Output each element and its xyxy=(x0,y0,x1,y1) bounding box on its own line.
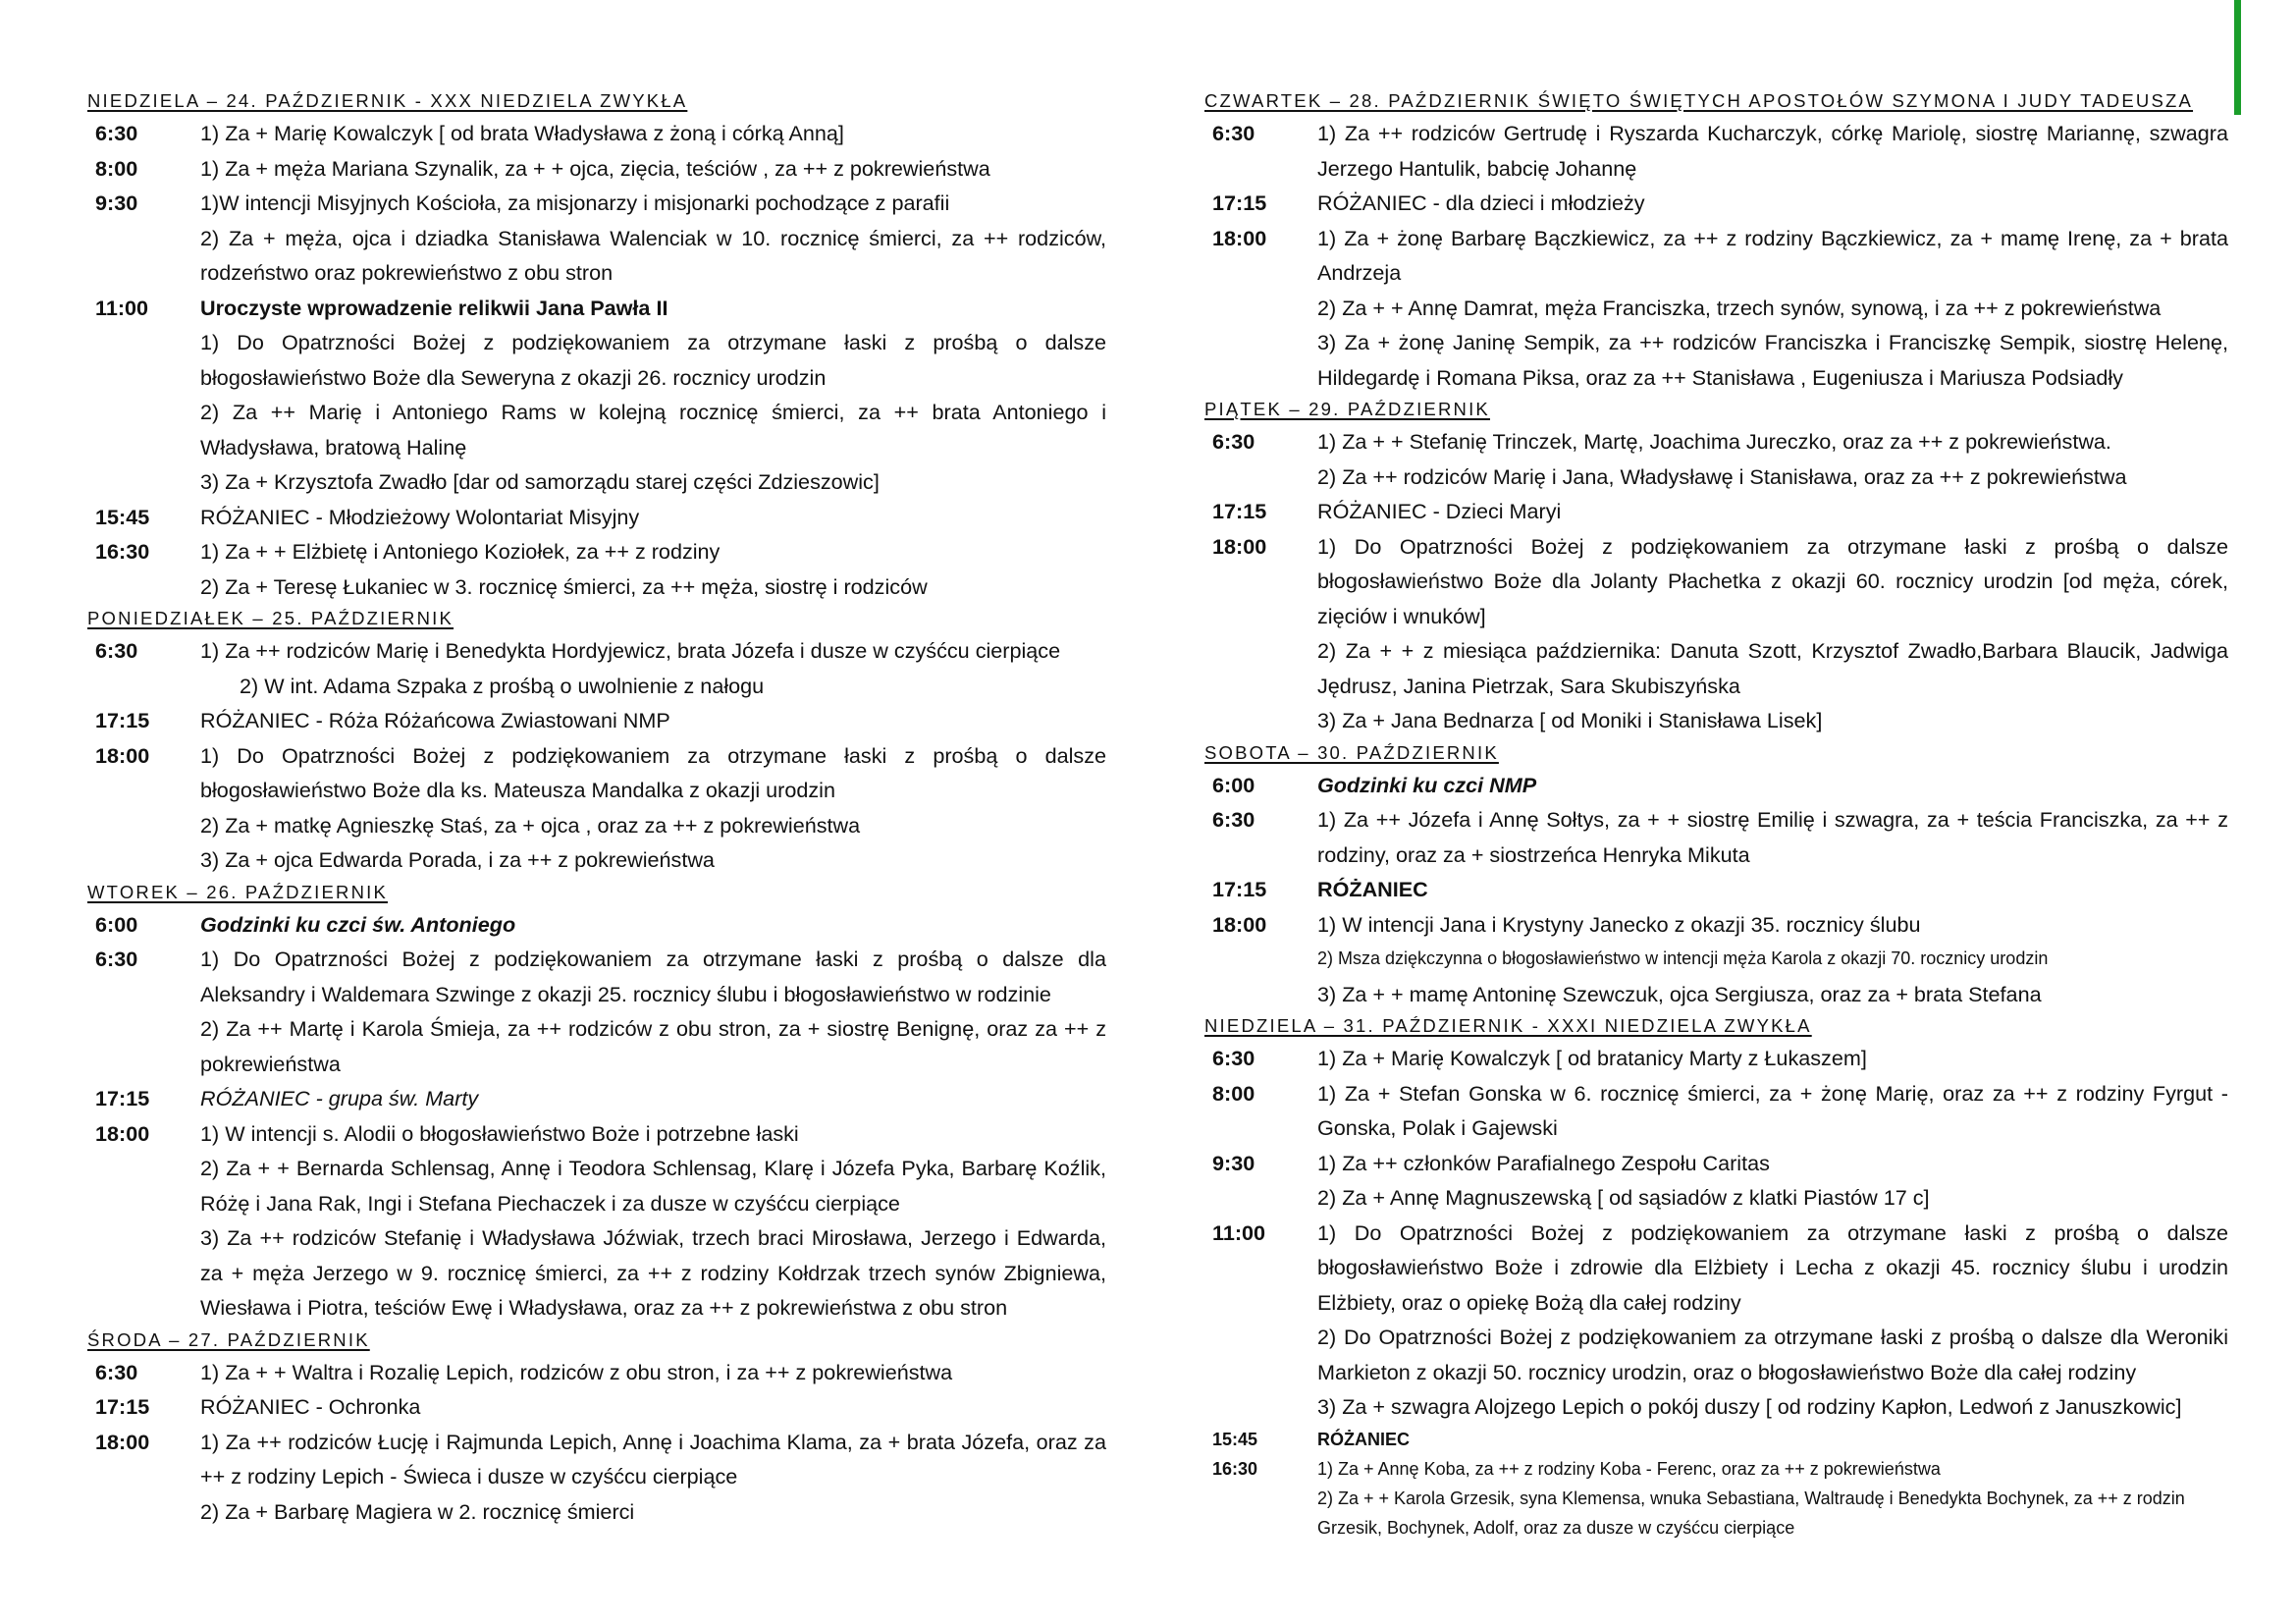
mass-intention: 1) Za + + Waltra i Rozalię Lepich, rodziców z obu stron, i za ++ z pokrewieństwa xyxy=(200,1359,953,1384)
mass-intention: 1) Za ++ rodziców Gertrudę i Ryszarda Kucharczyk, córkę Mariolę, siostrę Mariannę, szwagra Jerzego Hantulik, babcię Johannę xyxy=(1317,121,2228,181)
day-section xyxy=(87,86,1106,604)
mass-intentions xyxy=(200,116,1106,151)
mass-intention: 2) Za + + Karola Grzesik, syna Klemensa, wnuka Sebastiana, Waltraudę i Benedykta Bochynek, za ++ z rodzin Grzesik, Bochynek, Adolf, oraz za dusze w czyśćcu cierpiące xyxy=(1317,1488,2185,1538)
mass-intention: 1) Za ++ rodziców Marię i Benedykta Hordyjewicz, brata Józefa i dusze w czyśćcu cierpiące xyxy=(200,638,1061,663)
mass-intention: 2) Za + Barbarę Magiera w 2. rocznicę śmierci xyxy=(200,1498,635,1524)
mass-slot xyxy=(87,151,1106,187)
mass-intention: 2) Za ++ Martę i Karola Śmieja, za ++ rodziców z obu stron, za + siostrę Benignę, oraz za ++ z pokrewieństwa xyxy=(200,1016,1106,1076)
mass-intention: 3) Za + Jana Bednarza [ od Moniki i Stanisława Lisek] xyxy=(1317,708,1823,732)
mass-slot xyxy=(1204,907,2228,1012)
mass-slot xyxy=(87,534,1106,604)
mass-slot xyxy=(1204,872,2228,907)
mass-slot xyxy=(87,633,1106,703)
mass-intentions xyxy=(200,703,1106,738)
mass-intention: 2) Do Opatrzności Bożej z podziękowaniem za otrzymane łaski z prośbą o dalsze dla Weroniki Markieton z okazji 50. rocznicy urodzin, oraz o błogosławieństwo Boże dla całej rodziny xyxy=(1317,1325,2228,1384)
mass-time: 18:00 xyxy=(95,742,150,768)
mass-intention: 1) Za + męża Mariana Szynalik, za + + ojca, zięcia, teściów , za ++ z pokrewieństwa xyxy=(200,155,990,181)
mass-intention: 1) Za + Marię Kowalczyk [ od bratanicy Marty z Łukaszem] xyxy=(1317,1046,1867,1070)
mass-intentions xyxy=(1317,1454,2228,1543)
mass-slot xyxy=(87,1389,1106,1425)
mass-intention: 1) Za + żonę Barbarę Bączkiewicz, za ++ z rodziny Bączkiewicz, za + mamę Irenę, za + brata Andrzeja xyxy=(1317,225,2228,285)
mass-intentions xyxy=(1317,116,2228,186)
mass-intention: 2) Za ++ Marię i Antoniego Rams w kolejną rocznicę śmierci, za ++ brata Antoniego i Władysława, bratową Halinę xyxy=(200,400,1106,460)
mass-time: 18:00 xyxy=(95,1120,150,1146)
mass-time: 11:00 xyxy=(95,295,149,320)
mass-time: 6:30 xyxy=(1212,429,1255,454)
mass-time: 17:15 xyxy=(1212,877,1267,901)
mass-time: 17:15 xyxy=(95,708,150,732)
mass-intention: 2) Msza dziękczynna o błogosławieństwo w intencji męża Karola z okazji 70. rocznicy urodzin xyxy=(1317,948,2049,968)
mass-intention: 1) Do Opatrzności Bożej z podziękowaniem za otrzymane łaski z prośbą o dalsze błogosławieństwo Boże dla Seweryna z okazji 26. rocznicy urodzin xyxy=(200,330,1106,390)
mass-intentions xyxy=(200,1389,1106,1425)
mass-slot xyxy=(1204,1076,2228,1146)
mass-intention: 1) Za ++ członków Parafialnego Zespołu Caritas xyxy=(1317,1150,1770,1175)
mass-intention: 2) Za + Annę Magnuszewską [ od sąsiadów z klatki Piastów 17 c] xyxy=(1317,1185,1930,1210)
mass-time: 6:30 xyxy=(95,638,138,663)
day-header: ŚRODA – 27. PAŹDZIERNIK xyxy=(87,1328,370,1350)
mass-intentions xyxy=(200,1355,1106,1390)
mass-intention: Godzinki ku czci NMP xyxy=(1317,772,1537,797)
mass-intentions xyxy=(1317,494,2228,529)
mass-intentions xyxy=(1317,1041,2228,1076)
mass-intentions xyxy=(1317,221,2228,396)
day-section xyxy=(1204,1011,2228,1543)
mass-intentions xyxy=(200,942,1106,1081)
mass-slot xyxy=(1204,1146,2228,1216)
mass-intentions xyxy=(1317,529,2228,738)
mass-intention: 1) Do Opatrzności Bożej z podziękowaniem za otrzymane łaski z prośbą o dalsze błogosławieństwo Boże dla ks. Mateusza Mandalka z okazji urodzin xyxy=(200,742,1106,802)
mass-slot xyxy=(87,1355,1106,1390)
mass-intention: 2) Za + + Annę Damrat, męża Franciszka, trzech synów, synową, i za ++ z pokrewieństwa xyxy=(1317,295,2162,320)
mass-slot xyxy=(87,738,1106,878)
mass-intention: 1) Za ++ rodziców Łucję i Rajmunda Lepich, Annę i Joachima Klama, za + brata Józefa, oraz za ++ z rodziny Lepich - Świeca i dusze w czyśćcu cierpiące xyxy=(200,1429,1106,1489)
left-column xyxy=(87,86,1106,1529)
mass-intentions xyxy=(200,1116,1106,1326)
mass-intentions xyxy=(200,907,1106,943)
mass-intentions xyxy=(1317,802,2228,872)
mass-intention: 3) Za + szwagra Alojzego Lepich o pokój duszy [ od rodziny Kapłon, Ledwoń z Januszkowic] xyxy=(1317,1394,2182,1419)
mass-time: 16:30 xyxy=(95,539,150,564)
mass-intention: RÓŻANIEC - dla dzieci i młodzieży xyxy=(1317,190,1645,215)
mass-intention: 3) Za + żonę Janinę Sempik, za ++ rodziców Franciszka i Franciszkę Sempik, siostrę Helenę, Hildegardę i Romana Piksa, oraz za ++ Stanisława , Eugeniusza i Mariusza Podsiadły xyxy=(1317,330,2228,390)
mass-intention: 2) Za + matkę Agnieszkę Staś, za + ojca , oraz za ++ z pokrewieństwa xyxy=(200,812,861,838)
mass-time: 15:45 xyxy=(1212,1429,1258,1449)
mass-time: 6:00 xyxy=(1212,772,1255,797)
right-column xyxy=(1204,86,2228,1543)
mass-intention: 1) Za + + Elżbietę i Antoniego Koziołek, za ++ z rodziny xyxy=(200,539,721,564)
mass-intention: 3) Za + Krzysztofa Zwadło [dar od samorządu starej części Zdzieszowic] xyxy=(200,469,880,494)
mass-intentions xyxy=(1317,424,2228,494)
mass-slot xyxy=(1204,802,2228,872)
mass-slot xyxy=(1204,1454,2228,1543)
mass-intention: 1) Do Opatrzności Bożej z podziękowaniem za otrzymane łaski z prośbą o dalsze dla Aleksandry i Waldemara Szwinge z okazji 25. rocznicy ślubu i błogosławieństwo w rodzinie xyxy=(200,947,1106,1006)
mass-time: 6:30 xyxy=(95,1359,138,1384)
mass-slot xyxy=(87,1116,1106,1326)
mass-slot xyxy=(87,186,1106,291)
mass-intentions xyxy=(200,186,1106,291)
mass-intentions xyxy=(1317,872,2228,907)
mass-slot xyxy=(1204,221,2228,396)
mass-intention: RÓŻANIEC - Ochronka xyxy=(200,1394,421,1419)
mass-time: 11:00 xyxy=(1212,1219,1266,1245)
mass-intention: 2) Za ++ rodziców Marię i Jana, Władysławę i Stanisława, oraz za ++ z pokrewieństwa xyxy=(1317,463,2127,489)
mass-intention: RÓŻANIEC - Młodzieżowy Wolontariat Misyjny xyxy=(200,504,640,529)
mass-intentions xyxy=(1317,907,2228,1012)
mass-intentions xyxy=(1317,1076,2228,1146)
mass-intentions xyxy=(200,1081,1106,1116)
mass-time: 17:15 xyxy=(1212,499,1267,523)
mass-slot xyxy=(1204,1216,2228,1425)
mass-time: 16:30 xyxy=(1212,1458,1258,1479)
day-section xyxy=(87,878,1106,1326)
mass-intentions xyxy=(200,738,1106,878)
mass-time: 18:00 xyxy=(95,1429,150,1454)
mass-slot xyxy=(87,291,1106,500)
mass-time: 6:30 xyxy=(1212,121,1255,145)
mass-intentions xyxy=(1317,186,2228,221)
mass-time: 6:30 xyxy=(95,947,138,971)
mass-slot xyxy=(1204,1425,2228,1454)
mass-intentions xyxy=(1317,1425,2228,1454)
mass-slot xyxy=(1204,1041,2228,1076)
mass-time: 18:00 xyxy=(1212,911,1267,937)
mass-intention: 1) Do Opatrzności Bożej z podziękowaniem za otrzymane łaski z prośbą o dalsze błogosławieństwo Boże i zdrowie dla Elżbiety i Lecha z okazji 45. rocznicy ślubu i urodzin Elżbiety, oraz o opiekę Bożą dla całej rodziny xyxy=(1317,1219,2228,1315)
mass-intention: 2) Za + + z miesiąca października: Danuta Szott, Krzysztof Zwadło,Barbara Blaucik, Jadwiga Jędrusz, Janina Pietrzak, Sara Skubiszyńska xyxy=(1317,638,2228,698)
day-header: NIEDZIELA – 24. PAŹDZIERNIK - XXX NIEDZIELA ZWYKŁA xyxy=(87,90,688,111)
mass-intentions xyxy=(200,534,1106,604)
mass-intentions xyxy=(200,291,1106,500)
mass-intention: 3) Za ++ rodziców Stefanię i Władysława Jóźwiak, trzech braci Mirosława, Jerzego i Edwarda, za + męża Jerzego w 9. rocznicę śmierci, za ++ z rodziny Kołdrzak trzech synów Zbigniewa, Wiesława i Piotra, teściów Ewę i Władysława, oraz za ++ z pokrewieństwa z obu stron xyxy=(200,1225,1106,1320)
mass-intention: 1)W intencji Misyjnych Kościoła, za misjonarzy i misjonarki pochodzące z parafii xyxy=(200,190,950,215)
mass-time: 8:00 xyxy=(95,155,138,181)
mass-time: 6:30 xyxy=(1212,807,1255,832)
mass-intention: RÓŻANIEC - grupa św. Marty xyxy=(200,1086,479,1110)
mass-slot xyxy=(1204,529,2228,738)
mass-slot xyxy=(1204,768,2228,803)
mass-intentions xyxy=(1317,1146,2228,1216)
mass-slot xyxy=(87,907,1106,943)
day-section xyxy=(1204,86,2228,395)
mass-intention: 1) Do Opatrzności Bożej z podziękowaniem za otrzymane łaski z prośbą o dalsze błogosławieństwo Boże dla Jolanty Płachetka z okazji 60. rocznicy urodzin [od męża, córek, zięciów i wnuków] xyxy=(1317,533,2228,628)
mass-slot xyxy=(1204,494,2228,529)
mass-intention: 2) Za + + Bernarda Schlensag, Annę i Teodora Schlensag, Klarę i Józefa Pyka, Barbarę Koźlik, Różę i Jana Rak, Ingi i Stefana Piechaczek i za dusze w czyśćcu cierpiące xyxy=(200,1156,1106,1216)
mass-intentions xyxy=(1317,768,2228,803)
day-header: PONIEDZIAŁEK – 25. PAŹDZIERNIK xyxy=(87,608,454,628)
day-section xyxy=(1204,395,2228,738)
mass-intentions xyxy=(200,1425,1106,1530)
mass-slot xyxy=(87,500,1106,535)
mass-intention: 1) Za + Marię Kowalczyk [ od brata Władysława z żoną i córką Anną] xyxy=(200,121,844,145)
mass-slot xyxy=(87,1425,1106,1530)
mass-intention: 1) Za ++ Józefa i Annę Sołtys, za + + siostrę Emilię i szwagra, za + teścia Franciszka, za ++ z rodziny, oraz za + siostrzeńca Henryka Mikuta xyxy=(1317,807,2228,867)
mass-time: 6:30 xyxy=(95,121,138,145)
green-edge-bar xyxy=(2234,0,2241,115)
mass-intention: 2) Za + Teresę Łukaniec w 3. rocznicę śmierci, za ++ męża, siostrę i rodziców xyxy=(200,573,928,599)
mass-intention: 2) Za + męża, ojca i dziadka Stanisława Walenciak w 10. rocznicę śmierci, za ++ rodziców, rodzeństwo oraz pokrewieństwo z obu stron xyxy=(200,225,1106,285)
mass-slot xyxy=(87,1081,1106,1116)
mass-intention: 1) W intencji s. Alodii o błogosławieństwo Boże i potrzebne łaski xyxy=(200,1120,799,1146)
mass-intention: 1) Za + Stefan Gonska w 6. rocznicę śmierci, za + żonę Marię, oraz za ++ z rodziny Fyrgut - Gonska, Polak i Gajewski xyxy=(1317,1080,2228,1140)
day-header: SOBOTA – 30. PAŹDZIERNIK xyxy=(1204,741,1499,763)
mass-slot xyxy=(87,703,1106,738)
mass-time: 9:30 xyxy=(95,190,138,215)
mass-intentions xyxy=(200,151,1106,187)
mass-time: 6:30 xyxy=(1212,1046,1255,1070)
mass-intention: RÓŻANIEC xyxy=(1317,1429,1410,1449)
day-header: CZWARTEK – 28. PAŹDZIERNIK ŚWIĘTO ŚWIĘTYCH APOSTOŁÓW SZYMONA I JUDY TADEUSZA xyxy=(1204,90,2194,111)
mass-time: 17:15 xyxy=(95,1394,150,1419)
mass-time: 17:15 xyxy=(1212,190,1267,215)
mass-time: 17:15 xyxy=(95,1086,150,1110)
mass-time: 18:00 xyxy=(1212,225,1267,250)
mass-intention: 1) W intencji Jana i Krystyny Janecko z okazji 35. rocznicy ślubu xyxy=(1317,911,1921,937)
day-header: WTOREK – 26. PAŹDZIERNIK xyxy=(87,881,389,902)
mass-time: 9:30 xyxy=(1212,1150,1255,1175)
mass-time: 6:00 xyxy=(95,911,138,937)
mass-intention: RÓŻANIEC xyxy=(1317,877,1428,901)
mass-intentions xyxy=(1317,1216,2228,1425)
mass-intention: RÓŻANIEC - Dzieci Maryi xyxy=(1317,499,1562,523)
day-header: NIEDZIELA – 31. PAŹDZIERNIK - XXXI NIEDZIELA ZWYKŁA xyxy=(1204,1015,1812,1036)
mass-time: 8:00 xyxy=(1212,1080,1255,1106)
day-header: PIĄTEK – 29. PAŹDZIERNIK xyxy=(1204,399,1490,419)
day-section xyxy=(87,1326,1106,1530)
mass-slot xyxy=(1204,424,2228,494)
mass-intention: 1) Za + Annę Koba, za ++ z rodziny Koba - Ferenc, oraz za ++ z pokrewieństwa xyxy=(1317,1458,1941,1479)
day-section xyxy=(87,604,1106,878)
mass-slot xyxy=(1204,116,2228,186)
mass-slot xyxy=(1204,186,2228,221)
mass-slot xyxy=(87,942,1106,1081)
mass-intention: Uroczyste wprowadzenie relikwii Jana Pawła II xyxy=(200,295,668,320)
mass-intentions xyxy=(200,500,1106,535)
mass-intention: 2) W int. Adama Szpaka z prośbą o uwolnienie z nałogu xyxy=(240,673,765,698)
mass-time: 15:45 xyxy=(95,504,150,529)
mass-slot xyxy=(87,116,1106,151)
mass-intentions xyxy=(200,633,1106,703)
mass-intention: RÓŻANIEC - Róża Różańcowa Zwiastowani NMP xyxy=(200,708,670,732)
mass-intention: 1) Za + + Stefanię Trinczek, Martę, Joachima Jureczko, oraz za ++ z pokrewieństwa. xyxy=(1317,429,2111,454)
mass-intention: 3) Za + + mamę Antoninę Szewczuk, ojca Sergiusza, oraz za + brata Stefana xyxy=(1317,981,2042,1006)
mass-time: 18:00 xyxy=(1212,533,1267,559)
mass-intention: Godzinki ku czci św. Antoniego xyxy=(200,911,516,937)
day-section xyxy=(1204,738,2228,1012)
mass-intention: 3) Za + ojca Edwarda Porada, i za ++ z pokrewieństwa xyxy=(200,847,715,872)
